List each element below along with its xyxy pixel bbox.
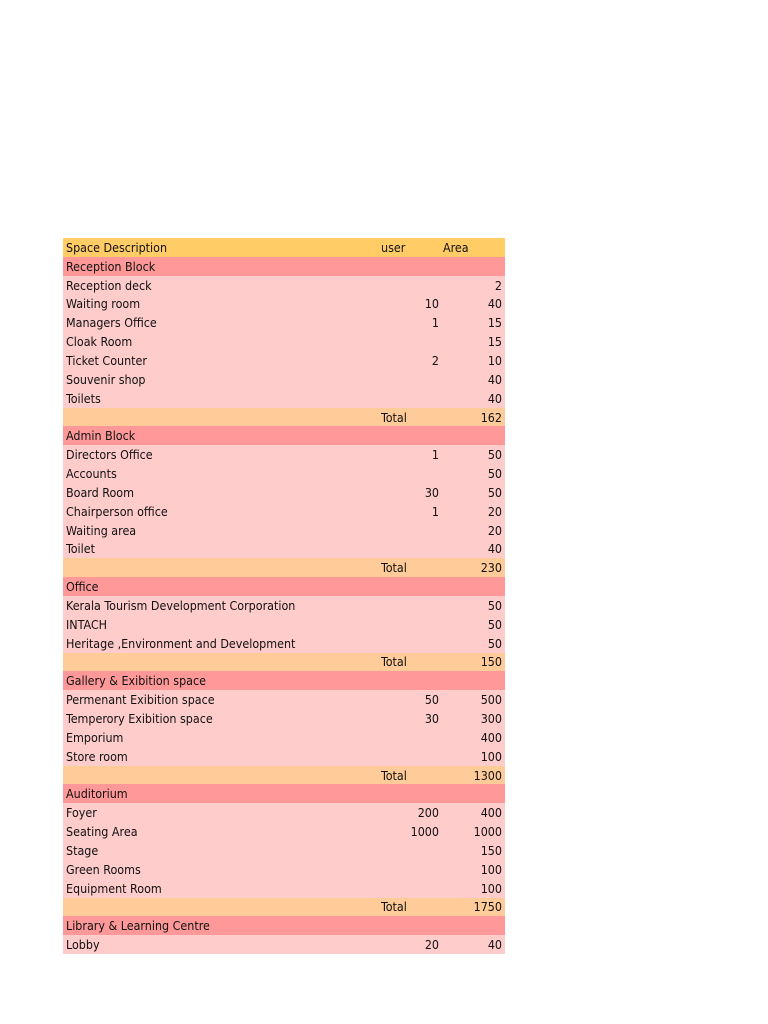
space-description-cell: Accounts (66, 466, 117, 482)
space-description-cell: Waiting room (66, 296, 141, 312)
user-cell: 10 (424, 296, 439, 312)
table-row (63, 295, 505, 314)
space-program-table (63, 238, 505, 954)
space-description-cell: Stage (66, 842, 99, 858)
user-cell: 1000 (410, 824, 439, 840)
space-description-cell: Directors Office (66, 447, 153, 463)
total-area-cell: 1750 (473, 899, 502, 915)
user-cell: 30 (424, 711, 439, 727)
space-description-cell: Heritage ,Environment and Development (66, 635, 296, 651)
user-cell: 30 (424, 484, 439, 500)
total-label: Total (381, 654, 407, 670)
area-cell: 400 (480, 805, 502, 821)
space-description-cell: INTACH (66, 616, 108, 632)
space-description-cell: Toilet (66, 541, 95, 557)
area-cell: 40 (487, 296, 502, 312)
table-row (63, 728, 505, 747)
user-cell: 20 (424, 937, 439, 953)
section-header-row (63, 916, 505, 935)
space-description-cell: Equipment Room (66, 880, 162, 896)
header-user: user (381, 239, 406, 255)
table-row (63, 483, 505, 502)
space-description-cell: Board Room (66, 484, 134, 500)
table-row (63, 370, 505, 389)
table-row (63, 389, 505, 408)
section-header-row (63, 784, 505, 803)
area-cell: 50 (487, 616, 502, 632)
total-label: Total (381, 899, 407, 915)
table-row (63, 803, 505, 822)
total-area-cell: 150 (480, 654, 502, 670)
section-title: Gallery & Exibition space (66, 673, 206, 689)
table-row (63, 860, 505, 879)
section-title: Reception Block (66, 258, 156, 274)
space-description-cell: Souvenir shop (66, 371, 146, 387)
table-row (63, 540, 505, 559)
section-header-row (63, 577, 505, 596)
area-cell: 15 (487, 315, 502, 331)
user-cell: 1 (431, 503, 439, 519)
area-cell: 500 (480, 692, 502, 708)
space-description-cell: Kerala Tourism Development Corporation (66, 597, 296, 613)
table-row (63, 935, 505, 954)
user-cell: 1 (431, 447, 439, 463)
area-cell: 400 (480, 729, 502, 745)
area-cell: 20 (487, 522, 502, 538)
total-row (63, 766, 505, 785)
total-label: Total (381, 560, 407, 576)
total-row (63, 898, 505, 917)
area-cell: 100 (480, 880, 502, 896)
total-row (63, 408, 505, 427)
table-row (63, 747, 505, 766)
area-cell: 20 (487, 503, 502, 519)
table-body (63, 257, 505, 954)
user-cell: 1 (431, 315, 439, 331)
area-cell: 2 (494, 277, 502, 293)
area-cell: 40 (487, 541, 502, 557)
table-row (63, 822, 505, 841)
area-cell: 10 (487, 352, 502, 368)
space-description-cell: Green Rooms (66, 861, 141, 877)
total-area-cell: 230 (480, 560, 502, 576)
table-row (63, 351, 505, 370)
table-row (63, 709, 505, 728)
area-cell: 15 (487, 334, 502, 350)
section-header-row (63, 257, 505, 276)
table-row (63, 464, 505, 483)
space-description-cell: Foyer (66, 805, 97, 821)
total-area-cell: 162 (480, 409, 502, 425)
total-row (63, 558, 505, 577)
total-row (63, 653, 505, 672)
section-title: Library & Learning Centre (66, 918, 210, 934)
section-header-row (63, 671, 505, 690)
space-description-cell: Permenant Exibition space (66, 692, 215, 708)
area-cell: 50 (487, 597, 502, 613)
section-header-row (63, 426, 505, 445)
table-row (63, 841, 505, 860)
area-cell: 40 (487, 937, 502, 953)
space-description-cell: Store room (66, 748, 128, 764)
space-description-cell: Ticket Counter (66, 352, 147, 368)
area-cell: 40 (487, 371, 502, 387)
space-description-cell: Waiting area (66, 522, 137, 538)
area-cell: 150 (480, 842, 502, 858)
space-description-cell: Seating Area (66, 824, 138, 840)
user-cell: 200 (417, 805, 439, 821)
area-cell: 300 (480, 711, 502, 727)
area-cell: 100 (480, 748, 502, 764)
total-area-cell: 1300 (473, 767, 502, 783)
space-description-cell: Reception deck (66, 277, 152, 293)
table-row (63, 276, 505, 295)
section-title: Auditorium (66, 786, 128, 802)
area-cell: 50 (487, 447, 502, 463)
space-description-cell: Cloak Room (66, 334, 133, 350)
table-row (63, 313, 505, 332)
section-title: Admin Block (66, 428, 136, 444)
space-description-cell: Temperory Exibition space (66, 711, 213, 727)
table-row (63, 690, 505, 709)
total-label: Total (381, 767, 407, 783)
user-cell: 50 (424, 692, 439, 708)
table-row (63, 596, 505, 615)
table-header-row (63, 238, 505, 257)
area-cell: 100 (480, 861, 502, 877)
total-label: Total (381, 409, 407, 425)
space-description-cell: Managers Office (66, 315, 157, 331)
area-cell: 50 (487, 484, 502, 500)
header-space-description: Space Description (66, 239, 168, 255)
table-row (63, 879, 505, 898)
table-row (63, 615, 505, 634)
space-description-cell: Toilets (66, 390, 101, 406)
space-description-cell: Chairperson office (66, 503, 168, 519)
area-cell: 40 (487, 390, 502, 406)
area-cell: 50 (487, 466, 502, 482)
table-row (63, 445, 505, 464)
area-cell: 1000 (473, 824, 502, 840)
area-cell: 50 (487, 635, 502, 651)
header-area: Area (443, 239, 469, 255)
space-description-cell: Emporium (66, 729, 124, 745)
table-row (63, 502, 505, 521)
table-row (63, 634, 505, 653)
user-cell: 2 (431, 352, 439, 368)
section-title: Office (66, 579, 99, 595)
table-row (63, 332, 505, 351)
table-row (63, 521, 505, 540)
space-description-cell: Lobby (66, 937, 100, 953)
